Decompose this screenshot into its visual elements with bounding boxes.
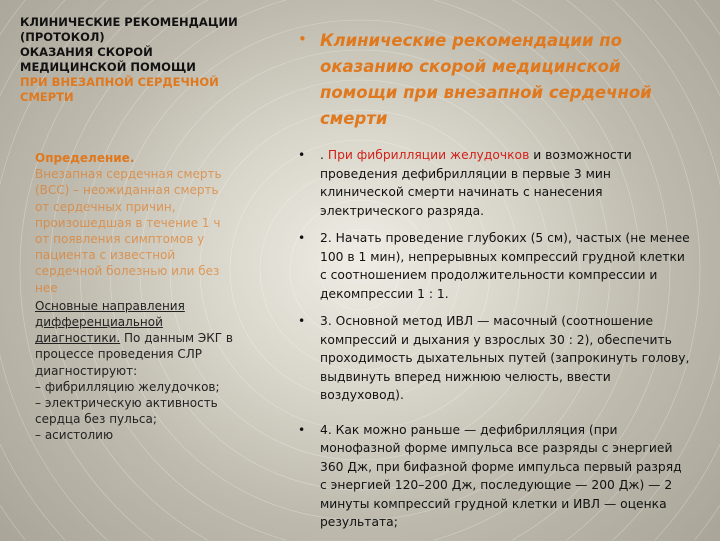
recommendation-text: 4. Как можно раньше — дефибрилляция (при монофазной форме импульса все разряды с энергией 360 Дж, при бифазной форме импульса первый разряд с энергией 120–200 Дж, последующие — 200 Дж) — 2 минуты компрессий грудной клетки и ИВЛ — оценка результата;: [320, 422, 682, 529]
title-line: КЛИНИЧЕСКИЕ РЕКОМЕНДАЦИИ: [20, 15, 238, 29]
recommendation-text: 3. Основной метод ИВЛ — масочный (соотношение компрессий и дыхания у взрослых 30 : 2), обеспечить проходимость дыхательных путей (запрокинуть голову, выдвинуть вперед нижнюю челюсть, ввести воздуховод).: [320, 314, 690, 402]
recommendation-item: [298, 421, 690, 532]
left-column: [35, 150, 235, 444]
recommendations-heading-text: Клинические рекомендации по оказанию скорой медицинской помощи при внезапной сердечной смерти: [320, 31, 652, 128]
bullet-icon: •: [298, 231, 306, 245]
diagnostics-text: По данным ЭКГ в процессе проведения СЛР диагностируют:: [35, 331, 233, 378]
item-highlight: При фибрилляции желудочков: [327, 148, 530, 162]
diagnostics-heading: Основные направления дифференциальной диагностики.: [35, 298, 185, 346]
title-line: МЕДИЦИНСКОЙ ПОМОЩИ: [20, 60, 196, 74]
bullet-icon: •: [298, 422, 306, 437]
diagnostics-paragraph: [35, 298, 235, 379]
recommendation-text: 2. Начать проведение глубоких (5 см), частых (не менее 100 в 1 мин), непрерывных компрессий грудной клетки с соотношением продолжительности компрессии и декомпрессии 1 : 1.: [320, 231, 690, 301]
diagnosis-list-item: – электрическую активность сердца без пульса;: [35, 396, 218, 427]
recommendation-item: [298, 146, 690, 220]
item-rest: и возможности проведения дефибрилляции в первые 3 мин клинической смерти начинать с нанесения электрического разряда.: [320, 148, 632, 218]
recommendations-heading: [298, 28, 690, 132]
bullet-icon: •: [298, 30, 307, 48]
slide-title: [20, 15, 270, 105]
bullet-icon: •: [298, 148, 306, 162]
definition-text: Внезапная сердечная смерть (ВСС) – неожиданная смерть от сердечных причин, произошедшая в течение 1 ч от появления симптомов у пациента с известной сердечной болезнью или без нее: [35, 167, 222, 295]
title-line: ОКАЗАНИЯ СКОРОЙ: [20, 45, 153, 59]
definition-heading: Определение.: [35, 151, 135, 165]
diagnosis-list-item: – фибрилляцию желудочков;: [35, 379, 220, 394]
item-prefix: .: [320, 148, 328, 162]
bullet-icon: •: [298, 314, 306, 328]
title-line: (ПРОТОКОЛ): [20, 30, 105, 44]
recommendation-item: [298, 312, 690, 405]
diagnosis-list-item: – асистолию: [35, 428, 114, 443]
title-highlight-line: ПРИ ВНЕЗАПНОЙ СЕРДЕЧНОЙ: [20, 75, 219, 89]
right-column: [298, 28, 690, 541]
recommendation-text: [320, 146, 690, 220]
recommendation-item: [298, 229, 690, 303]
title-highlight-line: СМЕРТИ: [20, 90, 74, 104]
